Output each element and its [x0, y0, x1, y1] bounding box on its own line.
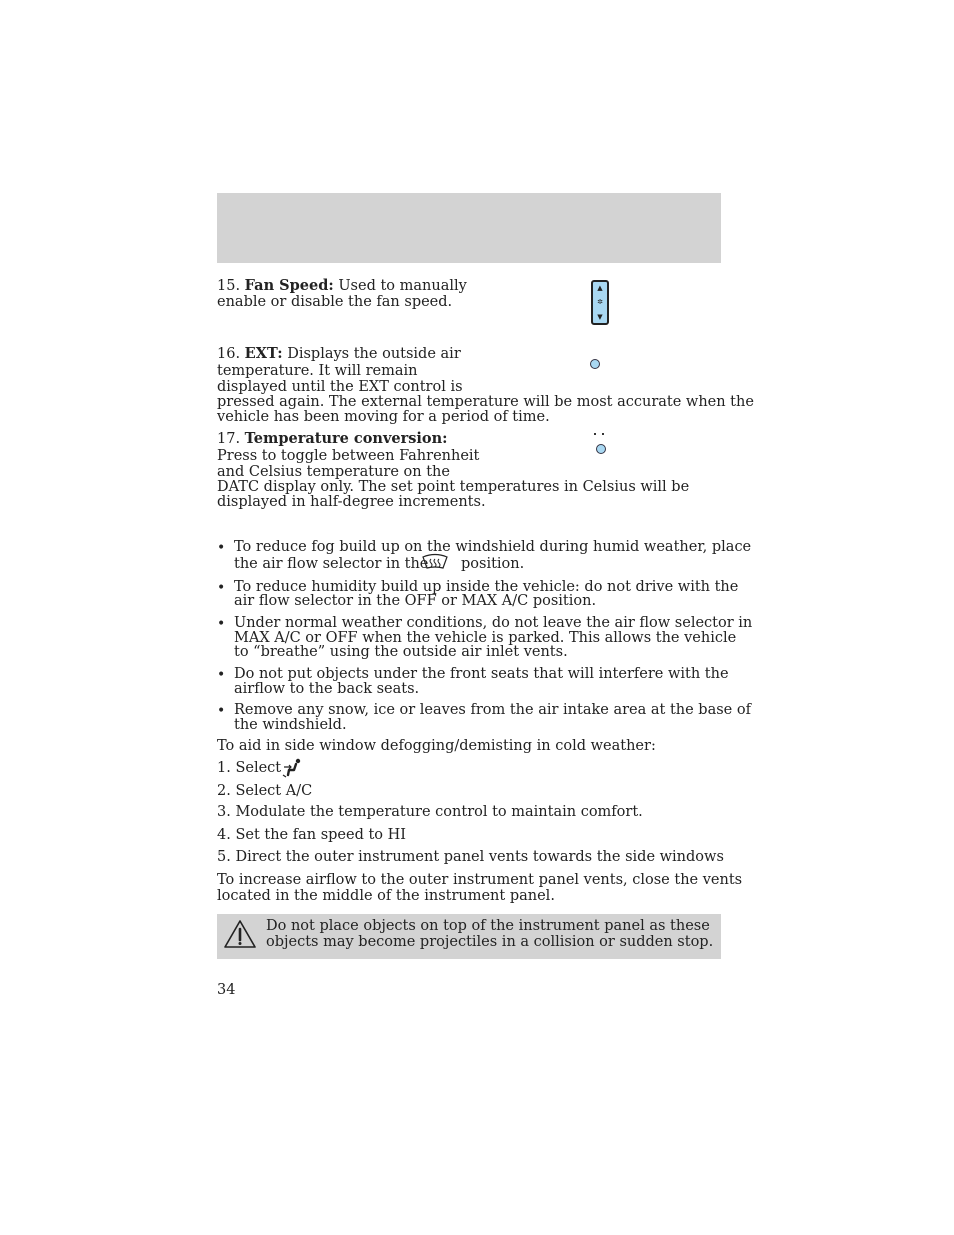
- item-17-line1: 17. Temperature conversion:: [217, 430, 448, 447]
- step-1: 1. Select: [217, 760, 282, 776]
- bullet-3-line1: Under normal weather conditions, do not leave the air flow selector in: [234, 615, 753, 631]
- bullet-5-line2: the windshield.: [234, 717, 347, 733]
- bullet-1-line2-end: position.: [461, 556, 525, 572]
- bullet-icon: •: [217, 540, 226, 556]
- bullet-icon: •: [217, 580, 226, 596]
- item-15-line1: 15. Fan Speed: Used to manually: [217, 277, 467, 294]
- section-header-bar: [217, 193, 721, 263]
- item-16-line3: displayed until the EXT control is: [217, 379, 463, 395]
- bullet-1-line2: the air flow selector in the: [234, 556, 429, 572]
- airflow-note-line2: located in the middle of the instrument panel.: [217, 888, 555, 904]
- item-16-line5: vehicle has been moving for a period of time.: [217, 409, 550, 425]
- item-17-line5: displayed in half-degree increments.: [217, 494, 486, 510]
- bullet-icon: •: [217, 616, 226, 632]
- item-17-line3: and Celsius temperature on the: [217, 464, 450, 480]
- dots-icon: [593, 433, 607, 436]
- bullet-1-line1: To reduce fog build up on the windshield during humid weather, place: [234, 539, 752, 555]
- bullet-5-line1: Remove any snow, ice or leaves from the air intake area at the base of: [234, 702, 751, 718]
- fan-speed-control-icon: ▲ ✲ ▼: [591, 280, 609, 325]
- item-17-line4: DATC display only. The set point temperatures in Celsius will be: [217, 479, 690, 495]
- step-4: 4. Set the fan speed to HI: [217, 827, 407, 843]
- item-17-line2: Press to toggle between Fahrenheit: [217, 448, 480, 464]
- floor-panel-airflow-icon: [282, 758, 304, 778]
- page-number: 34: [217, 982, 236, 998]
- bullet-3-line3: to “breathe” using the outside air inlet vents.: [234, 644, 568, 660]
- bullet-4-line1: Do not put objects under the front seats that will interfere with the: [234, 666, 729, 682]
- warning-triangle-icon: [223, 919, 257, 949]
- item-16-line1: 16. EXT: Displays the outside air: [217, 345, 461, 362]
- item-16-line2: temperature. It will remain: [217, 363, 418, 379]
- warning-line2: objects may become projectiles in a collision or sudden stop.: [266, 934, 714, 950]
- bullet-2-line2: air flow selector in the OFF or MAX A/C position.: [234, 593, 597, 609]
- step-3: 3. Modulate the temperature control to maintain comfort.: [217, 804, 643, 820]
- bullet-4-line2: airflow to the back seats.: [234, 681, 420, 697]
- temp-conversion-indicator-light-icon: [596, 444, 606, 454]
- step-5: 5. Direct the outer instrument panel vents towards the side windows: [217, 849, 724, 865]
- warning-line1: Do not place objects on top of the instrument panel as these: [266, 918, 710, 934]
- ext-indicator-light-icon: [590, 359, 600, 369]
- bullet-2-line1: To reduce humidity build up inside the vehicle: do not drive with the: [234, 579, 739, 595]
- item-15-line2: enable or disable the fan speed.: [217, 294, 453, 310]
- airflow-note-line1: To increase airflow to the outer instrument panel vents, close the vents: [217, 872, 743, 888]
- step-2: 2. Select A/C: [217, 783, 313, 799]
- defog-intro: To aid in side window defogging/demisting in cold weather:: [217, 738, 656, 754]
- windshield-defrost-icon: [421, 553, 449, 571]
- bullet-icon: •: [217, 667, 226, 683]
- item-16-line4: pressed again. The external temperature will be most accurate when the: [217, 394, 754, 410]
- bullet-icon: •: [217, 703, 226, 719]
- bullet-3-line2: MAX A/C or OFF when the vehicle is parked. This allows the vehicle: [234, 630, 737, 646]
